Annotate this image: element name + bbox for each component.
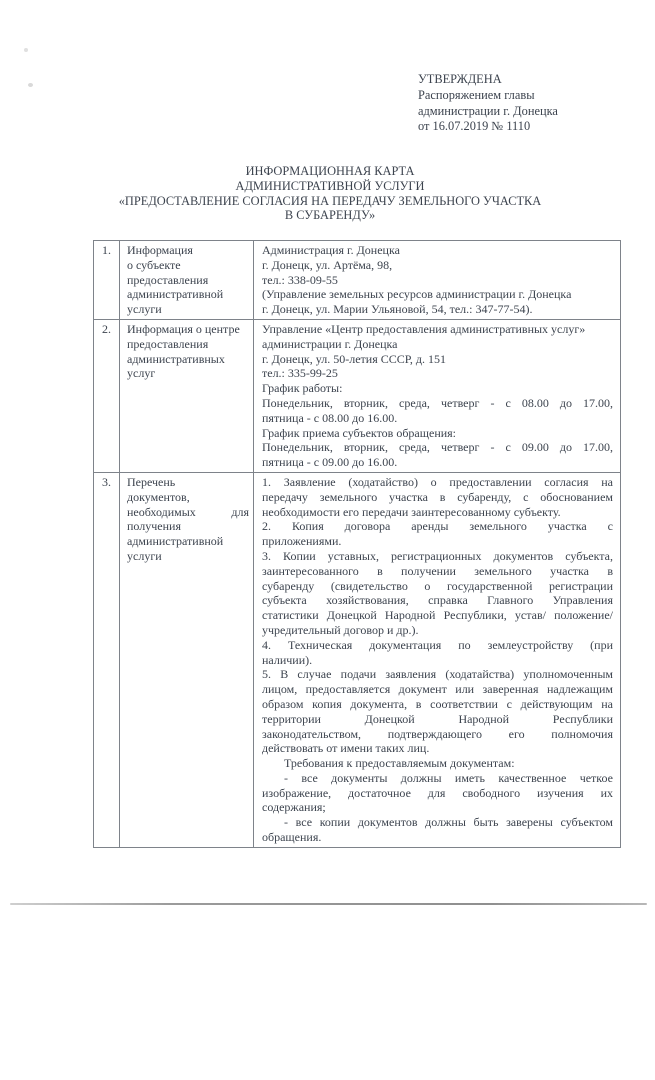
scan-speck [24,48,28,52]
content-line: лицом, предоставляется документ или заверенная надлежащим [262,682,613,697]
content-line: 1. Заявление (ходатайство) о предоставлении согласия на [262,474,613,489]
content-line: наличии). [262,652,313,667]
label-line: услуги [127,302,162,317]
content-line: г. Донецк, ул. 50-летия СССР, д. 151 [262,351,447,366]
content-line: - все копии документов должны быть заверены субъектом [284,815,613,830]
content-line: 5. В случае подачи заявления (ходатайства) уполномоченным [262,667,613,682]
content-line: Управление «Центр предоставления административных услуг» [262,321,586,336]
content-line: учредительный договор и др.). [262,622,419,637]
label-line: предоставления [127,272,209,287]
content-line: - все документы должны иметь качественное четкое [284,770,613,785]
label-line: Информация [127,243,193,257]
content-line: приложениями. [262,534,342,549]
label-line: административной [127,534,224,549]
label-line: административных [127,351,225,366]
table-row [94,472,620,847]
title-line: «ПРЕДОСТАВЛЕНИЕ СОГЛАСИЯ НА ПЕРЕДАЧУ ЗЕМЕЛЬНОГО УЧАСТКА [118,193,542,208]
label-line: услуги [127,548,162,563]
content-line: (Управление земельных ресурсов администрации г. Донецка [262,287,572,302]
table-row [94,241,620,319]
content-line: тел.: 335-99-25 [262,366,338,381]
content-line: пятница - с 08.00 до 16.00. [262,410,398,425]
content-line: 2. Копия договора аренды земельного участка с [262,519,613,534]
title-line: В СУБАРЕНДУ» [284,208,376,223]
title-line: ИНФОРМАЦИОННАЯ КАРТА [245,164,415,178]
label-line: о субъекте [127,257,181,272]
approval-line: администрации г. Донецка [418,103,558,118]
label-line: документов, [127,489,190,504]
label-line: Перечень [127,474,176,489]
row-number-cell: 1. [94,241,120,319]
label-line: административной [127,287,224,302]
row-number-cell: 3. [94,473,120,847]
content-line: Требования к предоставляемым документам: [284,756,515,771]
content-line: образом копия документа, в соответствии с действующим на [262,696,613,711]
content-line: субъекта хозяйствования, справка Главного Управления [262,593,613,608]
row-number-cell: 2. [94,320,120,472]
row-label-cell [120,473,254,847]
content-line: содержания; [262,800,326,815]
content-line: передачу земельного участка в субаренду, с обоснованием [262,489,613,504]
content-line: обращения. [262,830,322,845]
content-line: г. Донецк, ул. Артёма, 98, [262,257,393,272]
content-line: тел.: 338-09-55 [262,272,338,287]
content-line: субаренду (свидетельство о государственной регистрации [262,578,613,593]
content-line: пятница - с 09.00 до 16.00. [262,455,398,470]
document-title [18,164,642,223]
content-line: статистики Донецкой Народной Республики, устав/ положение/ [262,608,613,623]
content-line: действовать от имени таких лиц. [262,741,430,756]
label-line: услуг [127,366,156,381]
content-line: 3. Копии уставных, регистрационных документов субъекта, [262,548,613,563]
content-line: Понедельник, вторник, среда, четверг - с 09.00 до 17.00, [262,440,613,455]
content-line: 4. Техническая документация по землеустройству (при [262,637,613,652]
row-content-cell [254,241,620,319]
approval-line: от 16.07.2019 № 1110 [418,119,531,134]
label-line: получения [127,519,181,534]
content-line: График приема субъектов обращения: [262,425,457,440]
table-row [94,319,620,472]
content-line: необходимости его передачи заинтересованному субъекту. [262,504,561,519]
row-content-cell [254,320,620,472]
label-line: Информация о центре [127,321,240,336]
approval-block [418,72,558,135]
title-line: АДМИНИСТРАТИВНОЙ УСЛУГИ [235,178,425,193]
approval-line: УТВЕРЖДЕНА [418,72,502,86]
label-line: предоставления [127,336,209,351]
content-line: администрации г. Донецка [262,336,398,351]
label-line: необходимых для [127,504,249,519]
row-label-cell [120,241,254,319]
content-line: заинтересованного в получении земельного участка в [262,563,613,578]
info-table [93,240,621,848]
content-line: законодательством, подтверждающего его полномочия [262,726,613,741]
content-line: изображение, достаточное для свободного изучения их [262,785,613,800]
scan-speck [28,83,33,87]
content-line: Администрация г. Донецка [262,243,400,257]
content-line: территории Донецкой Народной Республики [262,711,613,726]
content-line: График работы: [262,381,343,396]
row-content-cell [254,473,620,847]
approval-line: Распоряжением главы [418,87,535,102]
content-line: Понедельник, вторник, среда, четверг - с 08.00 до 17.00, [262,395,613,410]
content-line: г. Донецк, ул. Марии Ульяновой, 54, тел.: 347-77-54). [262,302,533,317]
page-edge-divider [10,903,647,905]
row-label-cell [120,320,254,472]
